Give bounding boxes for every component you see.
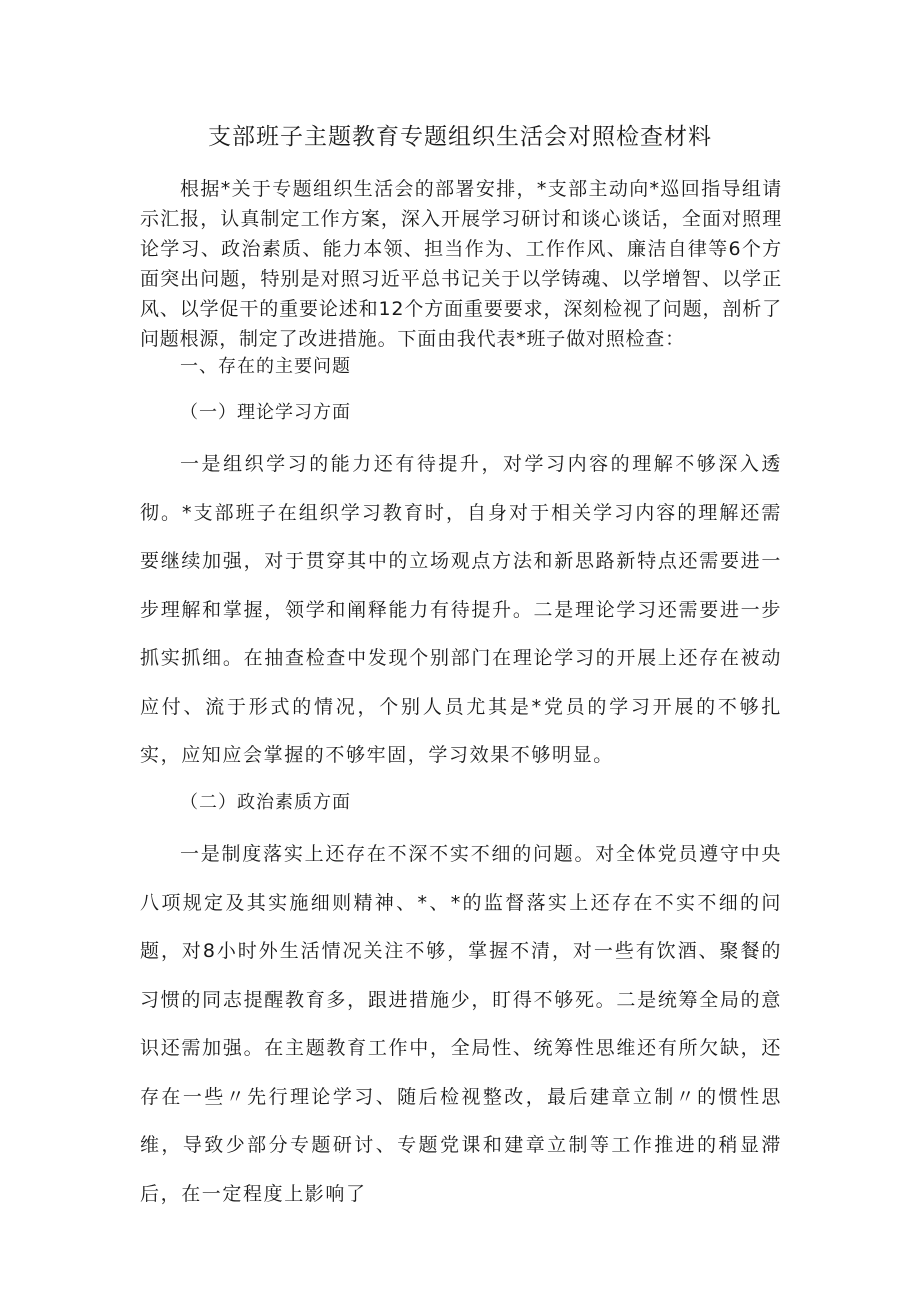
theory-study-paragraph: 一是组织学习的能力还有待提升，对学习内容的理解不够深入透彻。*支部班子在组织学习教育时，自身对于相关学习内容的理解还需要继续加强，对于贯穿其中的立场观点方法和新思路新特点还需要进一步理解和掌握，领学和阐释能力有待提升。二是理论学习还需要进一步抓实抓细。在抽查检查中发现个别部门在理论学习的开展上还存在被动应付、流于形式的情况，个别人员尤其是*党员的学习开展的不够扎实，应知应会掌握的不够牢固，学习效果不够明显。	[140, 453, 782, 766]
section-heading-problems: 一、存在的主要问题	[180, 356, 351, 377]
subsection-heading-theory-study: （一）理论学习方面	[180, 402, 351, 423]
political-quality-paragraph: 一是制度落实上还存在不深不实不细的问题。对全体党员遵守中央八项规定及其实施细则精神、*、*的监督落实上还存在不实不细的问题，对8小时外生活情况关注不够，掌握不清，对一些有饮酒、聚餐的习惯的同志提醒教育多，跟进措施少，盯得不够死。二是统筹全局的意识还需加强。在主题教育工作中，全局性、统筹性思维还有所欠缺，还存在一些〃先行理论学习、随后检视整改，最后建章立制〃的惯性思维，导致少部分专题研讨、专题党课和建章立制等工作推进的稍显滞后，在一定程度上影响了	[140, 843, 782, 1205]
intro-paragraph: 根据*关于专题组织生活会的部署安排，*支部主动向*巡回指导组请示汇报，认真制定工作方案，深入开展学习研讨和谈心谈话，全面对照理论学习、政治素质、能力本领、担当作为、工作作风、廉洁自律等6个方面突出问题，特别是对照习近平总书记关于以学铸魂、以学增智、以学正风、以学促干的重要论述和12个方面重要要求，深刻检视了问题，剖析了问题根源，制定了改进措施。下面由我代表*班子做对照检查：	[140, 178, 782, 350]
document-title: 支部班子主题教育专题组织生活会对照检查材料	[208, 124, 712, 150]
subsection-heading-political-quality: （二）政治素质方面	[180, 792, 351, 813]
